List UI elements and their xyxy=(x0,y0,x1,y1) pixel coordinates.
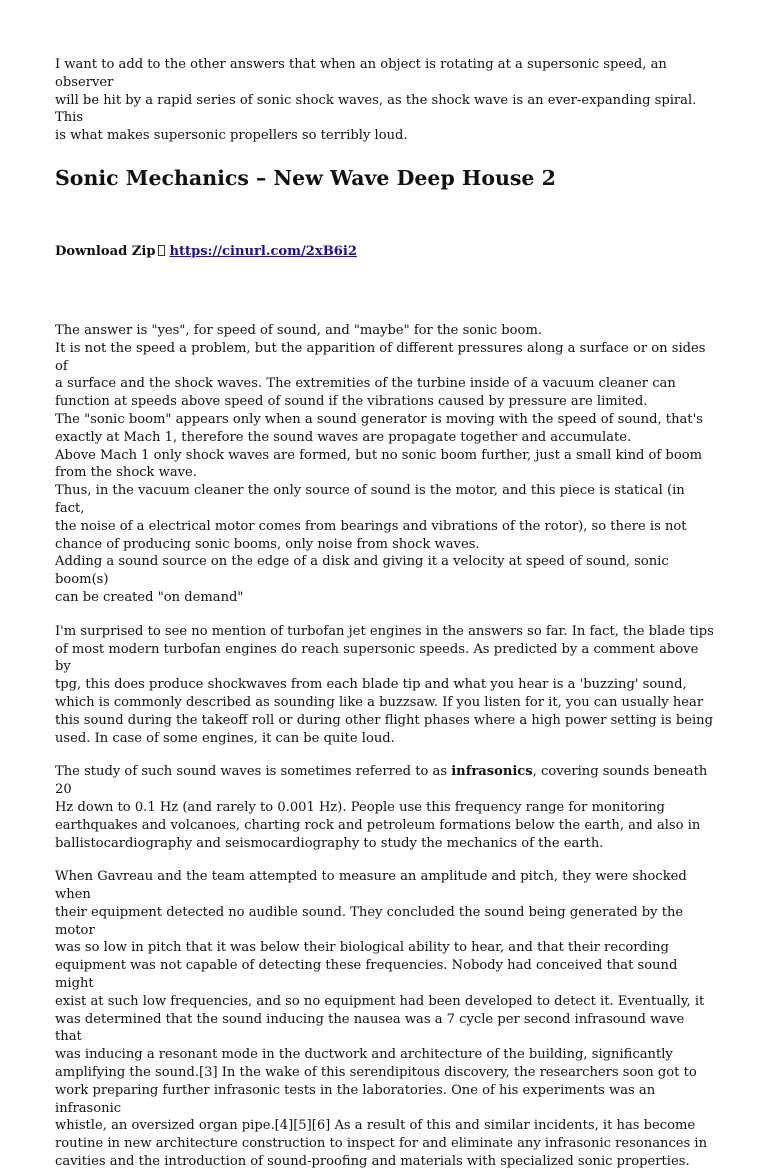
page-title: Sonic Mechanics – New Wave Deep House 2 xyxy=(55,165,556,190)
gavreau-paragraph: When Gavreau and the team attempted to measure an amplitude and pitch, they were shocked when their equipment detected no audible sound. They concluded the sound being generated by the motor was so low in pitch that it was below their biological ability to hear, and that their recording equipment was not capable of detecting these frequencies. Nobody had conceived that sound might exist at such low frequencies, and so no equipment had been developed to detect it. Eventually, it was determined that the sound inducing the nausea was a 7 cycle per second infrasound wave that was inducing a resonant mode in the ductwork and architecture of the building, significantly amplifying the sound.[3] In the wake of this serendipitous discovery, the researchers soon got to work preparing further infrasonic tests in the laboratories. One of his experiments was an infrasonic whistle, an oversized organ pipe.[4][5][6] As a result of this and similar incidents, it has become routine in new architecture construction to inspect for and eliminate any infrasonic resonances in cavities and the introduction of sound-proofing and materials with specialized sonic properties. xyxy=(55,869,708,1170)
infrasonics-paragraph xyxy=(55,763,715,852)
answer-paragraph: The answer is "yes", for speed of sound, and "maybe" for the sonic boom. It is not the speed a problem, but the apparition of different pressures along a surface or on sides of a surface and the shock waves. The extremities of the turbine inside of a vacuum cleaner can function at speeds above speed of sound if the vibrations caused by pressure are limited. The "sonic boom" appears only when a sound generator is moving with the speed of sound, that's exactly at Mach 1, therefore the sound waves are propagate together and accumulate. Above Mach 1 only shock waves are formed, but no sonic boom further, just a small kind of boom from the shock wave. Thus, in the vacuum cleaner the only source of sound is the motor, and this piece is statical (in fact, the noise of a electrical motor comes from bearings and vibrations of the rotor), so there is not chance of producing sonic booms, only noise from shock waves. Adding a sound source on the edge of a disk and giving it a velocity at speed of sound, sonic boom(s) can be created "on demand" xyxy=(55,322,706,605)
turbofan-paragraph: I'm surprised to see no mention of turbofan jet engines in the answers so far. In fact, the blade tips of most modern turbofan engines do reach supersonic speeds. As predicted by a comment above by tpg, this does produce shockwaves from each blade tip and what you hear is a 'buzzing' sound, which is commonly described as sounding like a buzzsaw. If you listen for it, you can usually hear this sound during the takeoff roll or during other flight phases where a high power setting is being used. In case of some engines, it can be quite loud. xyxy=(55,623,714,746)
missing-glyph-icon xyxy=(158,245,165,256)
infrasonics-text-after: , covering sounds beneath 20 Hz down to 0.1 Hz (and rarely to 0.001 Hz). People use this frequency range for monitoring earthquakes and volcanoes, charting rock and petroleum formations below the earth, and also in ballistocardiography and seismocardiography to study the mechanics of the earth. xyxy=(55,764,708,851)
download-link[interactable]: https://cinurl.com/2xB6i2 xyxy=(169,243,357,259)
download-label: Download Zip xyxy=(55,243,156,259)
infrasonics-text-before: The study of such sound waves is sometimes referred to as xyxy=(55,764,452,780)
infrasonics-term: infrasonics xyxy=(451,764,533,780)
intro-paragraph: I want to add to the other answers that when an object is rotating at a supersonic speed, an observer will be hit by a rapid series of sonic shock waves, as the shock wave is an ever-expanding spiral. This is what makes supersonic propellers so terribly loud. xyxy=(55,57,697,144)
download-line xyxy=(55,243,715,261)
